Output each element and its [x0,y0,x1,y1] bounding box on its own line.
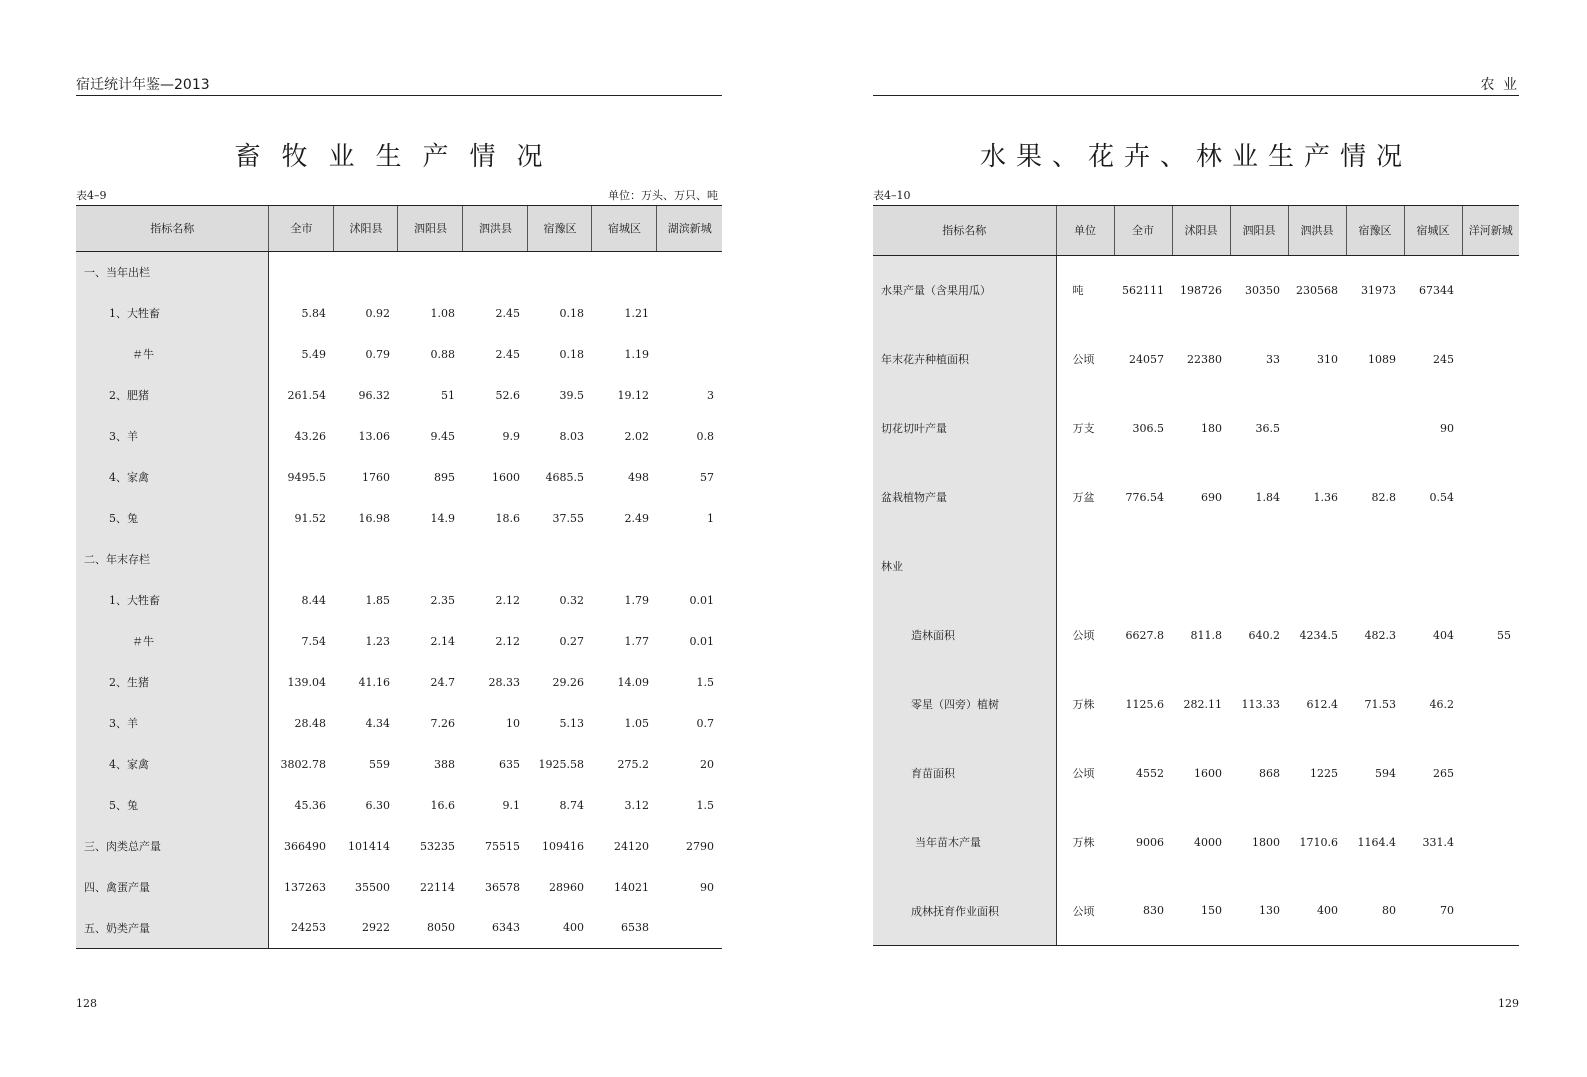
table-cell [657,293,722,334]
table-cell: 275.2 [617,757,649,771]
table-cell [1462,739,1519,808]
table-cell: 1.08 [430,306,455,320]
table-cell: 6.30 [365,798,390,812]
table-cell: 0.01 [689,634,714,648]
unit-cell: 公顷 [1072,629,1095,642]
row-label: 四、禽蛋产量 [76,867,269,908]
row-label: ＃牛 [76,621,269,662]
table-row [76,293,722,334]
table-cell: 1.79 [624,593,649,607]
table-cell: 562111 [1122,283,1164,297]
table-cell: 28.33 [488,675,520,689]
table-cell: 0.01 [689,593,714,607]
table-cell: 4.34 [365,716,390,730]
table-cell: 36578 [484,880,520,894]
table-cell: 4000 [1194,835,1222,849]
table-cell: 24057 [1129,352,1164,366]
table-cell: 22114 [419,880,455,894]
table-cell [1404,532,1462,601]
running-head: 宿迁统计年鉴—2013 [76,77,210,93]
row-label: 二、年末存栏 [76,539,269,580]
table-cell: 29.26 [552,675,584,689]
table-cell: 35500 [354,880,390,894]
unit-cell: 万株 [1072,836,1095,849]
table-row [76,621,722,662]
table-cell: 811.8 [1190,628,1222,642]
row-label: ＃牛 [76,334,269,375]
table-row [873,325,1519,394]
table-cell: 53235 [419,839,455,853]
table-cell: 8.03 [559,429,584,443]
row-label: 当年苗木产量 [873,808,1056,877]
page-title: 水果、花卉、林业生产情况 [979,142,1412,173]
table-row [873,532,1519,601]
livestock-table [76,205,722,949]
table-row [76,252,722,293]
table-row [76,498,722,539]
table-cell: 150 [1172,877,1230,946]
table-cell: 0.88 [430,347,455,361]
table-cell: 1164.4 [1357,835,1396,849]
table-cell: 28960 [548,880,584,894]
table-cell: 139.04 [287,675,326,689]
table-cell [528,252,592,293]
table-row [873,256,1519,325]
column-header: 宿豫区 [528,206,592,252]
table-cell [1462,463,1519,532]
table-cell: 2.45 [495,306,520,320]
table-cell: 2.49 [624,511,649,525]
table-cell: 1710.6 [1299,835,1338,849]
table-cell: 31973 [1361,283,1396,297]
table-cell: 71.53 [1364,697,1396,711]
column-header: 宿豫区 [1346,206,1404,256]
table-row [873,670,1519,739]
table-cell: 1.5 [696,798,714,812]
table-cell: 41.16 [358,675,390,689]
table-cell: 96.32 [358,388,390,402]
table-number: 表4–9 [76,189,107,202]
table-cell: 43.26 [294,429,326,443]
table-cell [1114,532,1172,601]
table-cell: 7.54 [301,634,326,648]
table-cell: 16.6 [430,798,455,812]
table-cell: 482.3 [1364,628,1396,642]
table-cell: 37.55 [552,511,584,525]
table-cell [592,252,657,293]
table-cell: 559 [368,757,390,771]
table-cell: 180 [1201,421,1222,435]
table-row [873,394,1519,463]
table-cell [1230,532,1288,601]
table-header-row [873,206,1519,256]
table-cell [1288,394,1346,463]
table-cell: 2.02 [624,429,649,443]
row-label: 4、家禽 [76,744,269,785]
table-cell: 6538 [592,908,657,949]
table-cell: 3802.78 [280,757,326,771]
table-cell: 1.23 [365,634,390,648]
table-cell [592,539,657,580]
table-cell [1462,877,1519,946]
table-cell: 5.13 [559,716,584,730]
table-cell [269,252,334,293]
table-cell: 9006 [1136,835,1164,849]
table-cell [657,252,722,293]
table-row [76,580,722,621]
table-cell: 1225 [1310,766,1338,780]
table-cell: 498 [627,470,649,484]
table-cell: 2922 [334,908,398,949]
unit-cell: 公顷 [1072,353,1095,366]
table-row [76,867,722,908]
table-cell: 22380 [1187,352,1222,366]
table-cell: 612.4 [1306,697,1338,711]
table-cell: 1760 [361,470,390,484]
header-rule [873,95,1519,96]
table-cell: 776.54 [1125,490,1164,504]
table-cell: 75515 [484,839,520,853]
table-row [76,703,722,744]
table-cell: 4234.5 [1299,628,1338,642]
table-cell: 30350 [1245,283,1280,297]
table-cell: 5.84 [301,306,326,320]
table-row [76,662,722,703]
table-row [873,877,1519,946]
table-cell: 0.92 [365,306,390,320]
table-cell [463,539,528,580]
column-header: 泗阳县 [1230,206,1288,256]
table-cell: 306.5 [1132,421,1164,435]
table-cell: 24.7 [430,675,455,689]
table-cell: 4552 [1136,766,1164,780]
table-row [76,375,722,416]
table-cell [657,908,722,949]
table-cell: 0.32 [559,593,584,607]
table-cell [1462,532,1519,601]
row-label: 一、当年出栏 [76,252,269,293]
table-cell: 82.8 [1371,490,1396,504]
table-cell: 0.27 [559,634,584,648]
table-row [76,744,722,785]
table-cell [657,334,722,375]
table-cell: 39.5 [559,388,584,402]
unit-note: 单位：万头、万只、吨 [608,189,718,202]
row-label: 零星（四旁）植树 [873,670,1056,739]
page-title: 畜牧业生产情况 [234,142,564,173]
table-row [76,785,722,826]
table-cell [1462,256,1519,325]
table-row [76,539,722,580]
table-cell: 70 [1404,877,1462,946]
table-cell: 1.5 [696,675,714,689]
table-cell: 9.45 [430,429,455,443]
table-cell: 14.09 [617,675,649,689]
row-label: 1、大牲畜 [76,580,269,621]
fruit-flower-forestry-table [873,205,1519,946]
table-cell: 0.79 [365,347,390,361]
row-label: 年末花卉种植面积 [873,325,1056,394]
page-number: 129 [1498,997,1519,1010]
table-cell: 101414 [347,839,390,853]
table-cell: 9.1 [502,798,520,812]
table-cell: 830 [1114,877,1172,946]
row-label: 3、羊 [76,703,269,744]
table-cell [1346,394,1404,463]
column-header: 宿城区 [592,206,657,252]
column-header: 指标名称 [873,206,1056,256]
table-cell: 404 [1433,628,1454,642]
table-cell [1172,532,1230,601]
table-cell: 10 [505,716,520,730]
unit-cell [1056,532,1114,601]
table-cell: 261.54 [287,388,326,402]
column-header: 湖滨新城 [657,206,722,252]
table-cell: 1 [707,511,714,525]
table-cell: 1.85 [365,593,390,607]
table-cell: 52.6 [495,388,520,402]
row-label: 4、家禽 [76,457,269,498]
table-cell: 594 [1375,766,1396,780]
table-cell: 4685.5 [545,470,584,484]
table-cell: 90 [700,880,714,894]
table-cell: 2.12 [495,634,520,648]
column-header: 沭阳县 [334,206,398,252]
table-cell: 113.33 [1241,697,1280,711]
header-rule [76,95,722,96]
table-cell: 45.36 [294,798,326,812]
table-cell: 33 [1266,352,1280,366]
table-cell [1288,532,1346,601]
column-header: 宿城区 [1404,206,1462,256]
table-cell: 20 [700,757,714,771]
table-cell [657,539,722,580]
table-cell: 1.84 [1255,490,1280,504]
table-cell: 1.36 [1313,490,1338,504]
table-row [76,416,722,457]
column-header: 泗阳县 [398,206,463,252]
row-label: 水果产量（含果用瓜） [873,256,1056,325]
column-header: 全市 [1114,206,1172,256]
table-cell: 19.12 [617,388,649,402]
table-cell: 245 [1433,352,1454,366]
table-cell: 1.05 [624,716,649,730]
row-label: 盆栽植物产量 [873,463,1056,532]
row-label: 成林抚育作业面积 [873,877,1056,946]
column-header: 指标名称 [76,206,269,252]
unit-cell: 公顷 [1072,767,1095,780]
table-cell [1462,670,1519,739]
row-label: 林业 [873,532,1056,601]
row-label: 三、肉类总产量 [76,826,269,867]
table-cell: 690 [1201,490,1222,504]
table-cell: 635 [498,757,520,771]
row-label: 3、羊 [76,416,269,457]
table-cell: 198726 [1180,283,1222,297]
row-label: 2、生猪 [76,662,269,703]
row-label: 5、兔 [76,785,269,826]
table-cell: 36.5 [1255,421,1280,435]
table-cell [1346,532,1404,601]
row-label: 切花切叶产量 [873,394,1056,463]
table-cell: 67344 [1419,283,1454,297]
table-cell [334,252,398,293]
table-cell: 46.2 [1429,697,1454,711]
table-cell: 51 [440,388,455,402]
table-row [76,908,722,949]
table-cell [528,539,592,580]
table-cell: 640.2 [1248,628,1280,642]
table-cell: 0.54 [1429,490,1454,504]
table-cell: 14021 [613,880,649,894]
table-cell: 1.21 [624,306,649,320]
table-cell [334,539,398,580]
table-cell: 895 [433,470,455,484]
row-label: 1、大牲畜 [76,293,269,334]
row-label: 2、肥猪 [76,375,269,416]
table-cell: 137263 [283,880,326,894]
table-cell [269,539,334,580]
row-label: 造林面积 [873,601,1056,670]
table-cell: 2.14 [430,634,455,648]
table-cell [398,539,463,580]
table-cell: 109416 [541,839,584,853]
table-cell: 18.6 [495,511,520,525]
table-cell: 9.9 [502,429,520,443]
table-meta [76,188,722,204]
unit-cell: 万株 [1072,698,1095,711]
column-header: 沭阳县 [1172,206,1230,256]
table-cell: 1800 [1252,835,1280,849]
table-cell: 14.9 [430,511,455,525]
table-cell: 1600 [491,470,520,484]
table-row [873,601,1519,670]
table-cell: 0.7 [696,716,714,730]
table-cell [463,252,528,293]
table-row [76,457,722,498]
table-cell: 28.48 [294,716,326,730]
table-cell: 91.52 [294,511,326,525]
table-cell: 2.45 [495,347,520,361]
table-row [873,739,1519,808]
right-page [873,0,1519,1077]
table-cell [1462,394,1519,463]
table-cell: 265 [1433,766,1454,780]
table-row [76,334,722,375]
table-cell: 3 [707,388,714,402]
table-cell: 55 [1497,628,1511,642]
table-cell: 24120 [613,839,649,853]
table-cell: 2.12 [495,593,520,607]
table-cell: 388 [433,757,455,771]
table-cell: 868 [1259,766,1280,780]
table-cell: 8050 [398,908,463,949]
table-cell: 16.98 [358,511,390,525]
table-cell: 24253 [269,908,334,949]
table-cell: 7.26 [430,716,455,730]
table-cell: 400 [528,908,592,949]
row-label: 五、奶类产量 [76,908,269,949]
table-cell: 230568 [1296,283,1338,297]
table-cell: 3.12 [624,798,649,812]
left-page [76,0,722,1077]
table-cell: 310 [1317,352,1338,366]
column-header: 泗洪县 [463,206,528,252]
table-cell: 90 [1440,421,1454,435]
row-label: 育苗面积 [873,739,1056,808]
column-header: 洋河新城 [1462,206,1519,256]
table-cell: 331.4 [1422,835,1454,849]
column-header: 单位 [1056,206,1114,256]
table-cell: 6627.8 [1125,628,1164,642]
table-cell: 0.18 [559,347,584,361]
table-row [873,808,1519,877]
column-header: 泗洪县 [1288,206,1346,256]
table-cell [1462,325,1519,394]
table-cell: 57 [700,470,714,484]
row-label: 5、兔 [76,498,269,539]
table-cell: 0.18 [559,306,584,320]
unit-cell: 万盆 [1072,491,1095,504]
table-cell: 1600 [1194,766,1222,780]
table-cell: 1925.58 [538,757,584,771]
table-cell: 6343 [463,908,528,949]
table-meta [873,188,1519,204]
table-cell: 0.8 [696,429,714,443]
unit-cell: 吨 [1072,284,1084,298]
table-cell: 1.77 [624,634,649,648]
table-cell: 80 [1346,877,1404,946]
table-cell: 13.06 [358,429,390,443]
table-cell: 1.19 [624,347,649,361]
column-header: 全市 [269,206,334,252]
table-cell: 130 [1230,877,1288,946]
unit-cell: 公顷 [1056,877,1114,946]
table-cell [398,252,463,293]
table-number: 表4–10 [873,189,911,202]
page-number: 128 [76,997,97,1010]
table-cell: 8.74 [559,798,584,812]
table-cell: 1089 [1368,352,1396,366]
table-row [76,826,722,867]
table-cell [1462,808,1519,877]
table-cell: 282.11 [1183,697,1222,711]
table-header-row [76,206,722,252]
running-head: 农 业 [1480,77,1519,93]
unit-cell: 万支 [1072,422,1095,435]
table-cell: 8.44 [301,593,326,607]
table-cell: 2.35 [430,593,455,607]
table-cell: 9495.5 [287,470,326,484]
table-cell: 2790 [686,839,714,853]
table-cell: 1125.6 [1125,697,1164,711]
table-row [873,463,1519,532]
table-cell: 366490 [283,839,326,853]
table-cell: 5.49 [301,347,326,361]
table-cell: 400 [1288,877,1346,946]
